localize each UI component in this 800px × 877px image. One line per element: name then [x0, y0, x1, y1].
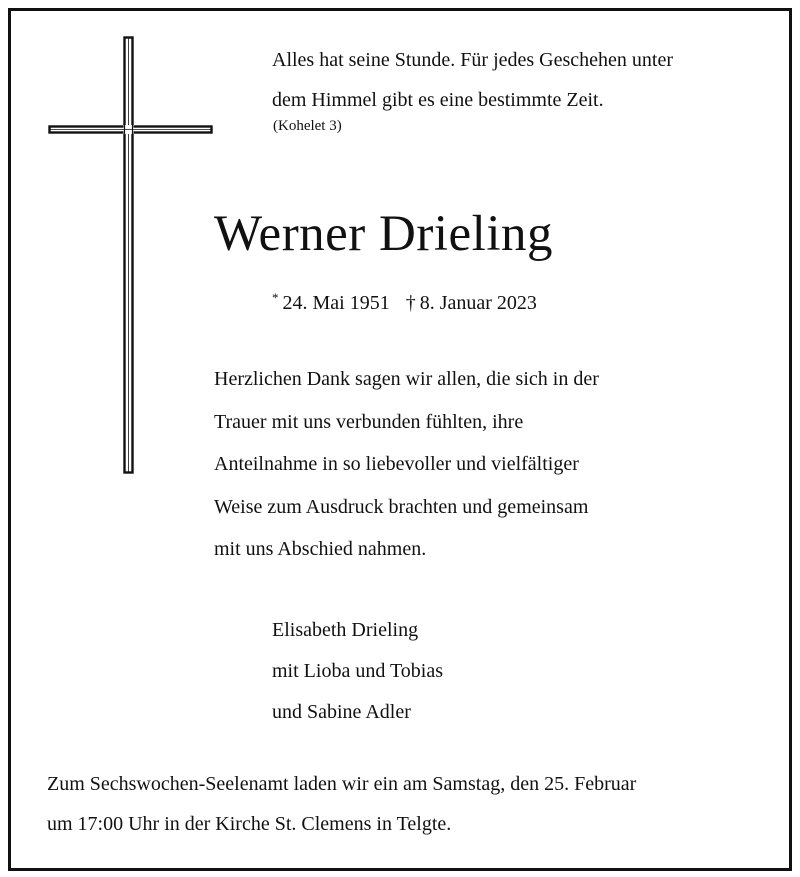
death-symbol: † — [405, 292, 416, 314]
thanks-line: Weise zum Ausdruck brachten und gemeinsam — [214, 495, 589, 518]
bible-verse — [272, 40, 777, 120]
memorial-service-invitation — [47, 764, 782, 844]
invitation-line: um 17:00 Uhr in der Kirche St. Clemens in Telgte. — [47, 813, 452, 835]
thanks-message — [214, 358, 774, 571]
thanks-line: Anteilnahme in so liebevoller und vielfältiger — [214, 453, 579, 475]
signers-block — [272, 610, 443, 733]
life-dates — [272, 283, 537, 318]
thanks-line: mit uns Abschied nahmen. — [214, 538, 427, 560]
latin-cross-icon — [44, 36, 214, 476]
invitation-line: Zum Sechswochen-Seelenamt laden wir ein am Samstag, den 25. Februar — [47, 773, 637, 795]
verse-source: (Kohelet 3) — [273, 118, 342, 134]
deceased-name: Werner Drieling — [214, 206, 553, 262]
verse-line: Alles hat seine Stunde. Für jedes Geschehen unter — [272, 49, 674, 71]
death-date: 8. Januar 2023 — [419, 292, 537, 314]
birth-date: 24. Mai 1951 — [282, 292, 390, 314]
signer-name: Elisabeth Drieling — [272, 619, 419, 641]
birth-symbol: * — [272, 290, 279, 305]
thanks-line: Trauer mit uns verbunden fühlten, ihre — [214, 410, 524, 433]
signer-name: mit Lioba und Tobias — [272, 660, 443, 682]
thanks-line: Herzlichen Dank sagen wir allen, die sich in der — [214, 368, 599, 390]
verse-line: dem Himmel gibt es eine bestimmte Zeit. — [272, 89, 604, 111]
signer-name: und Sabine Adler — [272, 701, 411, 723]
